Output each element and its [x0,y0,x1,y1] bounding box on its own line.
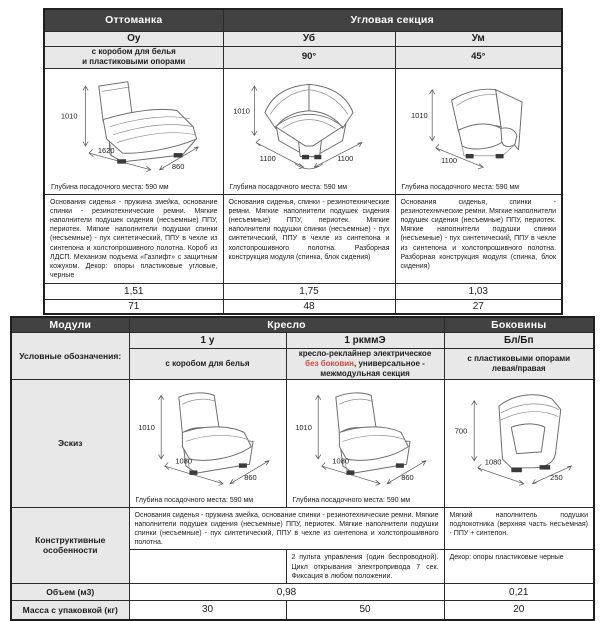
armchair-sides-table [10,316,595,621]
side-panel-sketch [445,383,594,489]
weight-ou: 71 [44,299,223,314]
description-ub: Основания сиденья, спинки - резинотехнические ремни. Мягкие наполнители подушек сидения (несъемные) ППУ, периотек. Мягкие наполнители подушки спинки (несъемные) - пух синтетический, ППУ в чехле из синтепона и холстопрошивного полотна. Разборная конструкция модуля (спинка, блок сидения) [223,194,395,283]
variant-sides-line1: с пластиковыми опорами [467,353,571,363]
variant-recliner-line3: межмодульная секция [320,368,410,378]
dim-label-height: 700 [454,425,467,435]
sketch-cell-recliner [286,379,444,507]
dim-label-height: 1010 [60,111,78,121]
sketch-row-top [44,68,562,194]
header-corner-section: Угловая секция [223,9,562,31]
construction-shared: Основания сиденья - пружина змейка, основание спинки - резинотехнические ремни. Мягкие наполнители подушек сидения (несъемные) ППУ, периотек. Мягкие наполнители подушки спинки (несъемные) - пух синтетический, ППУ в чехле из синтепона и холстопрошивного полотна. [129,507,444,550]
header-armchair: Кресло [129,317,444,332]
construction-row-1 [11,507,594,550]
corner-45-sketch [403,72,553,176]
volume-sides: 0,21 [444,584,594,601]
sketch-cell-corner-90 [223,68,395,194]
seat-depth-note: Глубина посадочного места: 590 мм [51,183,169,191]
dim-label-depth: 250 [549,472,563,482]
row-label-sketch: Эскиз [11,379,129,507]
mass-1u: 30 [129,601,286,620]
armchair-sketch [130,383,286,489]
variant-ou-line2: и пластиковыми опорами [82,57,186,66]
construction-extra-1u [129,550,286,584]
construction-sides: Мягкий наполнитель подушки подлокотника (верхняя часть несъемная) - ППУ + синтепон. [444,507,594,550]
bottom-spec-table [10,316,593,621]
code-bl-bp: Бл/Бп [444,332,594,348]
sketch-cell-1u [129,379,286,507]
variant-sides [444,348,594,379]
variant-recliner-after-red: , универсальное - [354,358,425,368]
dim-label-height: 1010 [411,110,428,120]
description-row [44,194,562,283]
sketch-cell-side-panel [444,379,594,507]
dim-label-left: 1100 [259,153,276,163]
dim-label-height: 1010 [137,422,155,432]
dim-label-height: 1010 [233,105,250,115]
code-um: Ум [395,31,562,46]
weight-um: 27 [395,299,562,314]
description-ou: Основания сиденья - пружина змейка, основание спинки - резинотехнические ремни. Мягкие наполнители подушек сидения (несъемные) ППУ, периотек. Мягкие наполнители подушки спинки (несъемные) - пух синтетический, ППУ в чехле из синтепона и холстопрошивного полотна. Короб из ЛДСП. Механизм подъема «Газлифт» с защитным кожухом. Декор: опоры пластиковые угловые, черные [44,194,223,283]
variant-um-angle: 45° [395,46,562,68]
weight-ub: 48 [223,299,395,314]
volume-ub: 1,75 [223,283,395,299]
mass-sides: 20 [444,601,594,620]
code-ou: Оу [44,31,223,46]
module-code-row [11,332,594,348]
seat-depth-note: Глубина посадочного места: 590 мм [135,496,254,504]
variant-sides-line2: левая/правая [491,363,546,373]
sketch-cell-ottoman [44,68,223,194]
mass-row [11,601,594,620]
group-header-row [44,9,562,31]
header-ottoman: Оттоманка [44,9,223,31]
variant-ub-angle: 90° [223,46,395,68]
variant-ou [44,46,223,68]
sketch-row-bottom [11,379,594,507]
code-1u: 1 у [129,332,286,348]
seat-depth-note: Глубина посадочного места: 590 мм [292,496,411,504]
description-um: Основания сиденья, спинки - резинотехнические ремни. Мягкие наполнители подушек сидения (несъемные) ППУ, периотек. Мягкие наполнители подушки спинки (несъемные) - пух синтетический, ППУ в чехле из синтепона и холстопрошивного полотна. Разборная конструкция модуля (спинка, блок сидения) [395,194,562,283]
dim-label-width: 1080 [484,456,502,466]
dim-label-width: 1080 [332,455,350,465]
seat-depth-note: Глубина посадочного места: 590 мм [401,183,520,191]
dim-label-depth: 860 [171,161,185,171]
dim-label-width: 1080 [174,455,192,465]
volume-um: 1,03 [395,283,562,299]
variant-1u: с коробом для белья [129,348,286,379]
header-modules: Модули [11,317,129,332]
dim-label-length: 1620 [97,145,115,155]
variant-row [44,46,562,68]
variant-ou-line1: с коробом для белья [91,47,176,56]
seat-depth-note: Глубина посадочного места: 590 мм [229,183,348,191]
volume-row-bottom [11,584,594,601]
variant-recliner-line2 [287,359,444,369]
code-1rkmme: 1 ркммЭ [286,332,444,348]
row-label-mass: Масса с упаковкой (кг) [11,601,129,620]
top-spec-table [43,8,561,315]
corner-90-sketch [225,72,393,176]
variant-recliner-red: без боковин [305,358,355,368]
row-label-construction: Конструктивные особенности [11,507,129,584]
sketch-cell-corner-45 [395,68,562,194]
dim-label-depth: 860 [401,472,414,482]
dim-label-height: 1010 [295,422,312,432]
recliner-armchair-sketch [287,383,443,489]
ottoman-sketch [49,72,219,176]
construction-extra-sides: Декор: опоры пластиковые черные [444,550,594,584]
row-label-volume: Объем (м3) [11,584,129,601]
mass-recliner: 50 [286,601,444,620]
weight-row-top [44,299,562,314]
construction-extra-recliner: 2 пульта управления (один беспроводной). Цикл открывания электропривода 7 сек. Фиксация в любом положении. [286,550,444,584]
code-ub: Уб [223,31,395,46]
volume-armchair: 0,98 [129,584,444,601]
ottoman-corner-table [43,8,563,315]
variant-recliner [286,348,444,379]
dim-label-left: 1100 [441,155,458,165]
volume-ou: 1,51 [44,283,223,299]
volume-row-top [44,283,562,299]
legend-label: Условные обозначения: [11,332,129,379]
dim-label-right: 1100 [337,153,354,163]
dim-label-depth: 860 [243,472,257,482]
module-code-row [44,31,562,46]
variant-recliner-line1: кресло-реклайнер электрическое [298,348,432,358]
group-header-row [11,317,594,332]
header-sides: Боковины [444,317,594,332]
